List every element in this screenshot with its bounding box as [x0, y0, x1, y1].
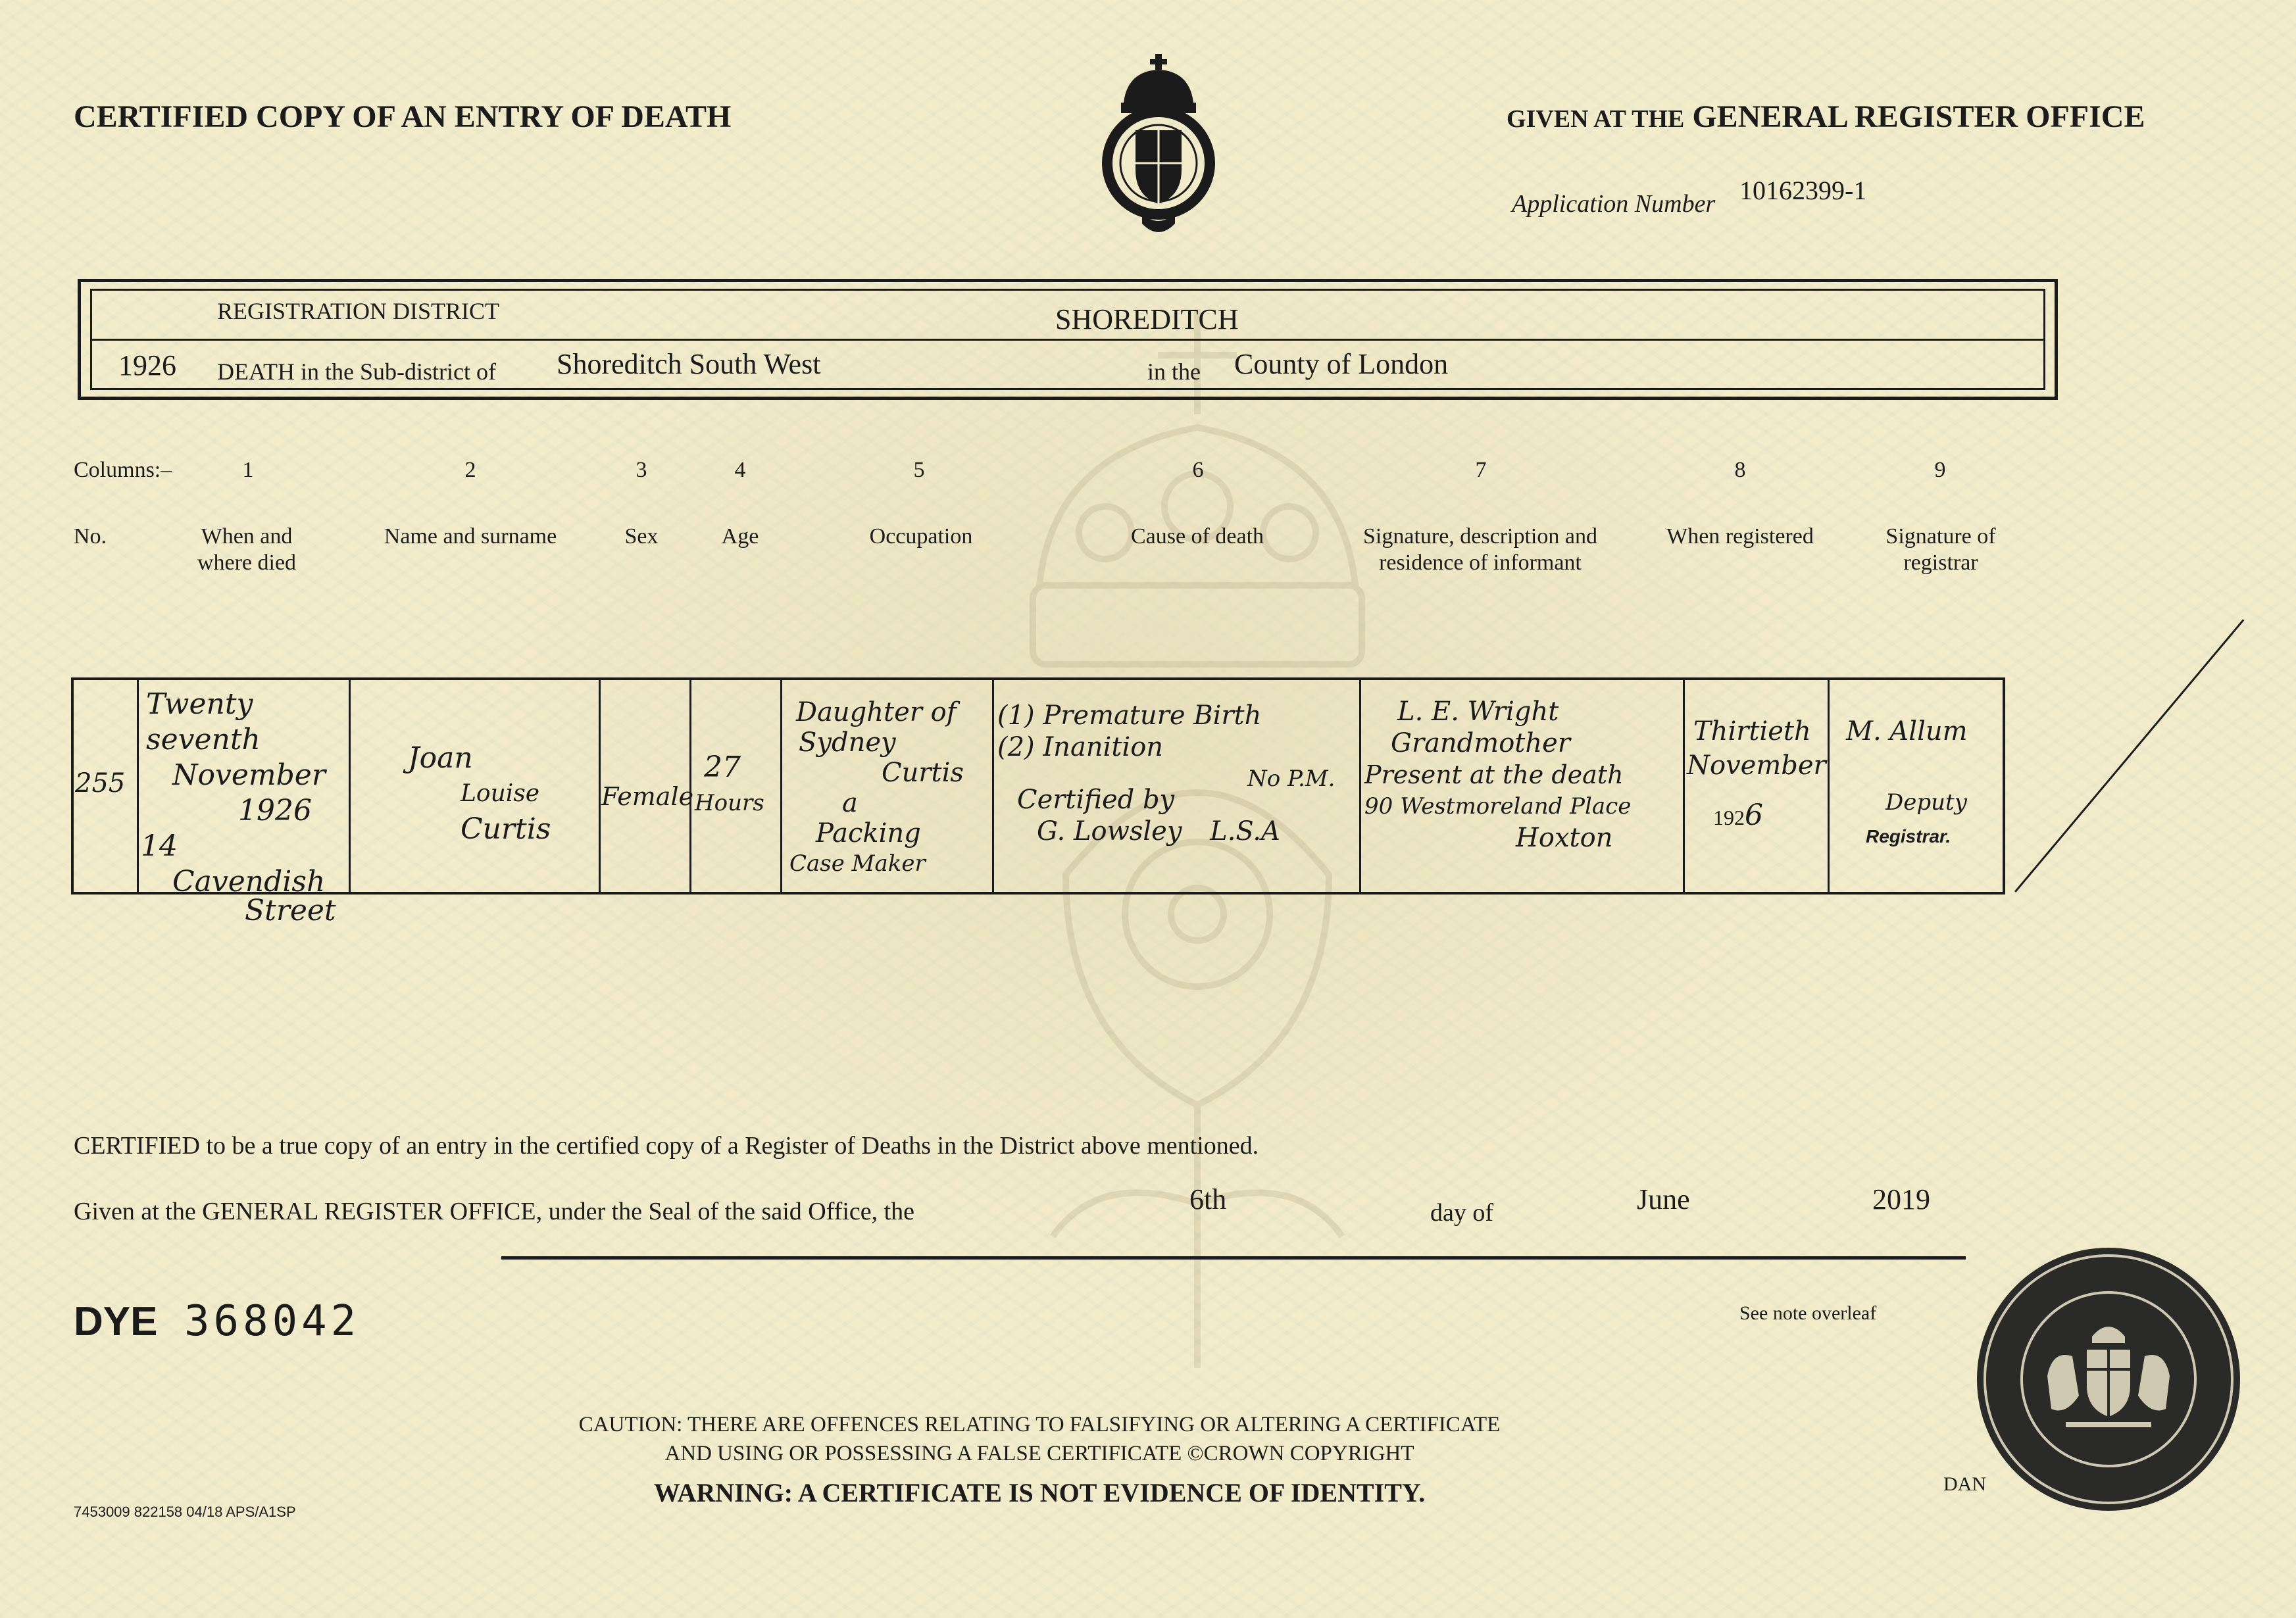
identity-warning: WARNING: A CERTIFICATE IS NOT EVIDENCE OF IDENTITY. [653, 1478, 1426, 1508]
given-under-seal-statement: Given at the GENERAL REGISTER OFFICE, under the Seal of the said Office, the [74, 1198, 915, 1225]
column-header-cause: Cause of death [1130, 524, 1264, 549]
in-the-label: in the [1147, 358, 1201, 385]
dye-label: DYE [74, 1299, 158, 1344]
certification-statement: CERTIFIED to be a true copy of an entry in the certified copy of a Register of Deaths in the District above mentioned. [74, 1132, 1259, 1160]
signature-line [501, 1256, 1966, 1260]
certificate-title: CERTIFIED COPY OF AN ENTRY OF DEATH [74, 99, 732, 134]
column-header-name: Name and surname [384, 524, 557, 549]
entry-occupation: Daughter of Sydney Curtis a Packing Case Maker [789, 697, 964, 877]
entry-when-where: Twenty seventh November 1926 14 Cavendish Street [141, 687, 336, 927]
gro-seal-icon [1974, 1244, 2243, 1514]
column-header-registrar: Signature of registrar [1885, 524, 1996, 575]
dye-number: 368042 [184, 1297, 361, 1346]
entry-age: 27 Hours [695, 750, 764, 816]
column-header-when-where: When and where died [197, 524, 297, 575]
entry-name: Joan Louise Curtis [408, 741, 551, 846]
column-number-3: 3 [636, 458, 647, 482]
given-at-heading [1507, 99, 2145, 135]
column-header-no: No. [74, 524, 107, 549]
county-value: County of London [1234, 348, 1449, 380]
column-number-2: 2 [464, 458, 476, 482]
royal-crest-icon [1089, 51, 1228, 242]
caution-notice: CAUTION: THERE ARE OFFENCES RELATING TO FALSIFYING OR ALTERING A CERTIFICATE AND USING OR POSSESSING A FALSE CERTIFICATE ©CROWN COPYRIGHT [578, 1413, 1501, 1465]
issuer-initials: DAN [1943, 1473, 1986, 1495]
column-header-age: Age [721, 524, 759, 549]
column-header-occupation: Occupation [869, 524, 973, 549]
certification-year: 2019 [1872, 1183, 1930, 1215]
column-number-9: 9 [1934, 458, 1946, 482]
given-at-label: GIVEN AT THE [1507, 105, 1685, 133]
sub-district-label: DEATH in the Sub-district of [217, 358, 496, 385]
column-number-4: 4 [734, 458, 746, 482]
entry-registrar: M. Allum Deputy Registrar. [1846, 716, 1968, 846]
see-note-overleaf: See note overleaf [1739, 1302, 1877, 1324]
column-header-informant: Signature, description and residence of informant [1363, 524, 1597, 575]
column-number-5: 5 [913, 458, 925, 482]
entry-sex: Female [601, 782, 694, 811]
certification-day: 6th [1189, 1183, 1227, 1215]
column-number-6: 6 [1192, 458, 1204, 482]
registration-year: 1926 [118, 349, 176, 381]
entry-cause-of-death: (1) Premature Birth (2) Inanition No P.M. Certified by G. Lowsley L.S.A [997, 700, 1335, 846]
day-of-label: day of [1430, 1199, 1494, 1227]
column-header-sex: Sex [624, 524, 659, 549]
column-header-when-registered: When registered [1666, 524, 1814, 549]
entry-informant: L. E. Wright Grandmother Present at the death 90 Westmoreland Place Hoxton [1364, 697, 1632, 853]
sub-district-value: Shoreditch South West [557, 348, 821, 380]
application-number: 10162399-1 [1739, 176, 1867, 205]
column-number-7: 7 [1475, 458, 1487, 482]
entry-when-registered: Thirtieth November 1926 [1687, 716, 1826, 832]
column-number-8: 8 [1734, 458, 1746, 482]
columns-label: Columns:– [74, 458, 172, 482]
certification-month: June [1637, 1183, 1690, 1215]
registration-district-value: SHOREDITCH [1055, 303, 1239, 335]
registration-district-label: REGISTRATION DISTRICT [217, 298, 499, 324]
form-code: 7453009 822158 04/18 APS/A1SP [74, 1504, 296, 1520]
application-number-label: Application Number [1512, 190, 1716, 218]
column-number-1: 1 [242, 458, 254, 482]
entry-number: 255 [75, 768, 126, 798]
register-office-name: GENERAL REGISTER OFFICE [1692, 99, 2145, 134]
